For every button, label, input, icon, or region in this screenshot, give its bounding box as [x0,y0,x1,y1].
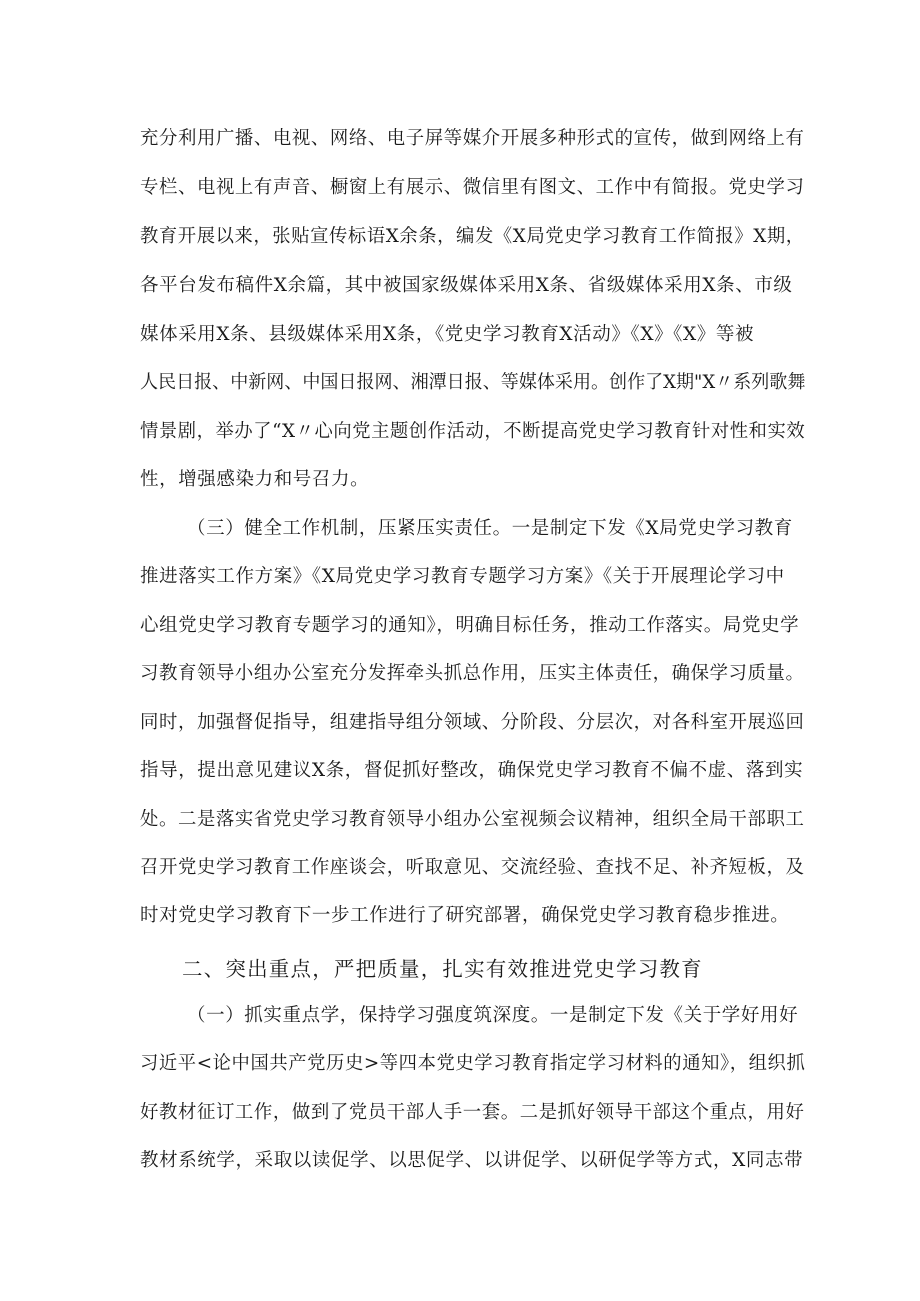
text-line: （一）抓实重点学，保持学习强度筑深度。一是制定下发《关于学好用好 [187,1005,799,1026]
text-line: 指导，提出意见建议X条，督促抓好整改，确保党史学习教育不偏不虚、落到实 [140,760,804,781]
text-line: 时对党史学习教育下一步工作进行了研究部署，确保党史学习教育稳步推进。 [140,905,790,926]
text-line: 各平台发布稿件X余篇，其中被国家级媒体采用X条、省级媒体采用X条、市级 [140,275,793,296]
text-line: 人民日报、中新网、中国日报网、湘潭日报、等媒体采用。创作了X期"X〃系列歌舞 [140,372,806,393]
text-line: 性，增强感染力和号召力。 [140,469,370,490]
text-line: 教育开展以来，张贴宣传标语X余条，编发《X局党史学习教育工作简报》X期， [140,226,805,247]
text-line: 专栏、电视上有声音、橱窗上有展示、微信里有图文、工作中有简报。党史学习 [140,177,805,198]
text-line: 情景剧，举办了“X〃心向党主题创作活动，不断提高党史学习教育针对性和实效 [140,421,806,442]
text-line: （三）健全工作机制，压紧压实责任。一是制定下发《X局党史学习教育 [187,518,793,539]
text-line: 充分利用广播、电视、网络、电子屏等媒介开展多种形式的宣传，做到网络上有 [140,128,805,149]
text-line: 同时，加强督促指导，组建指导组分领域、分阶段、分层次，对各科室开展巡回 [140,712,805,733]
text-line: 心组党史学习教育专题学习的通知》，明确目标任务，推动工作落实。局党史学 [140,615,800,636]
section-heading: 二、突出重点，严把质量，扎实有效推进党史学习教育 [182,957,703,981]
text-line: 习教育领导小组办公室充分发挥牵头抓总作用，压实主体责任，确保学习质量。 [140,663,805,684]
text-line: 媒体采用X条、县级媒体采用X条，《党史学习教育X活动》《X》《X》等被 [140,324,755,345]
text-line: 推进落实工作方案》《X局党史学习教育专题学习方案》《关于开展理论学习中 [140,566,785,587]
text-line: 好教材征订工作，做到了党员干部人手一套。二是抓好领导干部这个重点，用好 [140,1102,805,1123]
text-line: 习近平<论中国共产党历史>等四本党史学习教育指定学习材料的通知》，组织抓 [140,1053,806,1074]
text-line: 处。二是落实省党史学习教育领导小组办公室视频会议精神，组织全局干部职工 [140,809,805,830]
text-line: 教材系统学，采取以读促学、以思促学、以讲促学、以研促学等方式，X同志带 [140,1150,804,1171]
text-line: 召开党史学习教育工作座谈会，听取意见、交流经验、查找不足、补齐短板，及 [140,857,805,878]
